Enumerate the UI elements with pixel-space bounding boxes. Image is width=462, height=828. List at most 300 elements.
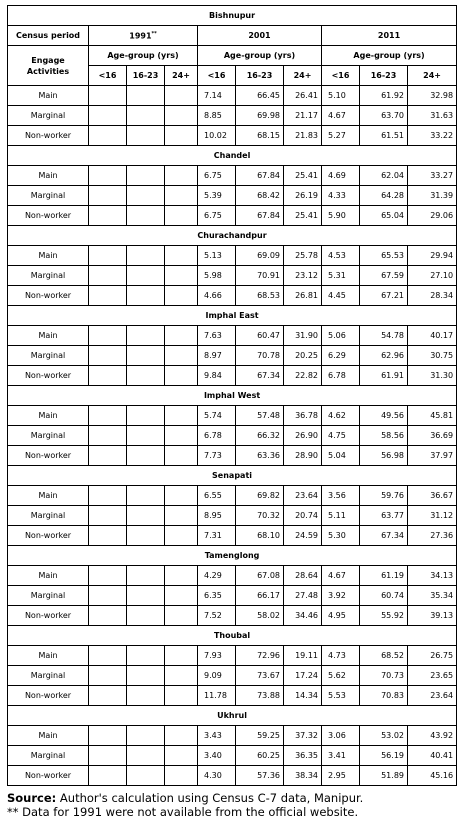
activity-label: Non-worker — [8, 606, 89, 626]
value-cell-y2011: 39.13 — [408, 606, 457, 626]
value-cell-y2001: 72.96 — [236, 646, 284, 666]
empty-1991-cell — [89, 766, 127, 786]
value-cell-y2001: 19.11 — [284, 646, 322, 666]
value-cell-y2011: 62.04 — [360, 166, 408, 186]
value-cell-y2011: 61.19 — [360, 566, 408, 586]
value-cell-y2011: 29.06 — [408, 206, 457, 226]
value-cell-y2001: 7.63 — [198, 326, 236, 346]
value-cell-y2011: 29.94 — [408, 246, 457, 266]
activity-label: Non-worker — [8, 366, 89, 386]
value-cell-y2001: 67.34 — [236, 366, 284, 386]
value-cell-y2001: 38.34 — [284, 766, 322, 786]
value-cell-y2001: 34.46 — [284, 606, 322, 626]
empty-1991-cell — [127, 366, 165, 386]
empty-1991-cell — [165, 206, 198, 226]
value-cell-y2001: 20.25 — [284, 346, 322, 366]
value-cell-y2011: 40.17 — [408, 326, 457, 346]
value-cell-y2011: 61.51 — [360, 126, 408, 146]
value-cell-y2011: 32.98 — [408, 86, 457, 106]
district-title-row — [8, 306, 457, 326]
value-cell-y2011: 4.62 — [322, 406, 360, 426]
value-cell-y2001: 4.30 — [198, 766, 236, 786]
table-row — [8, 206, 457, 226]
value-cell-y2011: 70.83 — [360, 686, 408, 706]
activity-label: Marginal — [8, 586, 89, 606]
empty-1991-cell — [89, 166, 127, 186]
value-cell-y2011: 62.96 — [360, 346, 408, 366]
value-cell-y2011: 33.22 — [408, 126, 457, 146]
empty-1991-cell — [127, 746, 165, 766]
value-cell-y2001: 5.74 — [198, 406, 236, 426]
value-cell-y2001: 7.31 — [198, 526, 236, 546]
district-title-row — [8, 546, 457, 566]
empty-1991-cell — [165, 166, 198, 186]
empty-1991-cell — [165, 106, 198, 126]
table-row — [8, 366, 457, 386]
empty-1991-cell — [127, 126, 165, 146]
value-cell-y2001: 28.64 — [284, 566, 322, 586]
age-band-2001-16-23: 16-23 — [236, 66, 284, 86]
value-cell-y2001: 22.82 — [284, 366, 322, 386]
district-title-row — [8, 626, 457, 646]
value-cell-y2001: 23.12 — [284, 266, 322, 286]
empty-1991-cell — [165, 486, 198, 506]
activity-label: Non-worker — [8, 686, 89, 706]
value-cell-y2011: 4.75 — [322, 426, 360, 446]
value-cell-y2011: 3.06 — [322, 726, 360, 746]
value-cell-y2011: 30.75 — [408, 346, 457, 366]
value-cell-y2011: 4.67 — [322, 566, 360, 586]
value-cell-y2001: 21.17 — [284, 106, 322, 126]
value-cell-y2001: 11.78 — [198, 686, 236, 706]
value-cell-y2001: 23.64 — [284, 486, 322, 506]
empty-1991-cell — [127, 686, 165, 706]
value-cell-y2001: 26.19 — [284, 186, 322, 206]
empty-1991-cell — [89, 746, 127, 766]
empty-1991-cell — [89, 486, 127, 506]
district-title: Bishnupur — [8, 6, 457, 26]
value-cell-y2011: 2.95 — [322, 766, 360, 786]
value-cell-y2001: 5.39 — [198, 186, 236, 206]
value-cell-y2011: 54.78 — [360, 326, 408, 346]
empty-1991-cell — [89, 266, 127, 286]
district-title: Imphal West — [8, 386, 457, 406]
empty-1991-cell — [89, 186, 127, 206]
table-row — [8, 686, 457, 706]
empty-1991-cell — [165, 186, 198, 206]
activity-label: Main — [8, 326, 89, 346]
activity-label: Marginal — [8, 106, 89, 126]
activity-label: Main — [8, 86, 89, 106]
value-cell-y2001: 25.41 — [284, 206, 322, 226]
value-cell-y2011: 67.34 — [360, 526, 408, 546]
value-cell-y2001: 8.95 — [198, 506, 236, 526]
empty-1991-cell — [89, 726, 127, 746]
table-row — [8, 606, 457, 626]
district-title: Chandel — [8, 146, 457, 166]
table-row — [8, 86, 457, 106]
age-group-header-row — [8, 46, 457, 66]
empty-1991-cell — [165, 326, 198, 346]
value-cell-y2001: 25.78 — [284, 246, 322, 266]
value-cell-y2011: 28.34 — [408, 286, 457, 306]
empty-1991-cell — [89, 666, 127, 686]
empty-1991-cell — [127, 766, 165, 786]
table-row — [8, 186, 457, 206]
table-row — [8, 326, 457, 346]
table-row — [8, 406, 457, 426]
value-cell-y2001: 31.90 — [284, 326, 322, 346]
empty-1991-cell — [127, 206, 165, 226]
activity-label: Marginal — [8, 746, 89, 766]
value-cell-y2001: 67.84 — [236, 206, 284, 226]
activity-label: Main — [8, 486, 89, 506]
value-cell-y2001: 66.17 — [236, 586, 284, 606]
value-cell-y2011: 4.73 — [322, 646, 360, 666]
activity-label: Non-worker — [8, 286, 89, 306]
value-cell-y2001: 6.55 — [198, 486, 236, 506]
value-cell-y2001: 7.73 — [198, 446, 236, 466]
table-row — [8, 106, 457, 126]
value-cell-y2001: 60.25 — [236, 746, 284, 766]
value-cell-y2001: 37.32 — [284, 726, 322, 746]
value-cell-y2011: 45.81 — [408, 406, 457, 426]
value-cell-y2001: 68.15 — [236, 126, 284, 146]
activity-label: Marginal — [8, 666, 89, 686]
value-cell-y2011: 3.41 — [322, 746, 360, 766]
district-title: Thoubal — [8, 626, 457, 646]
value-cell-y2001: 4.66 — [198, 286, 236, 306]
value-cell-y2011: 5.27 — [322, 126, 360, 146]
value-cell-y2001: 21.83 — [284, 126, 322, 146]
value-cell-y2001: 17.24 — [284, 666, 322, 686]
empty-1991-cell — [127, 166, 165, 186]
footnote-1991: ** Data for 1991 were not available from the official website. — [7, 805, 359, 819]
value-cell-y2001: 5.13 — [198, 246, 236, 266]
district-title-row — [8, 6, 457, 26]
value-cell-y2011: 65.04 — [360, 206, 408, 226]
value-cell-y2011: 37.97 — [408, 446, 457, 466]
value-cell-y2001: 9.09 — [198, 666, 236, 686]
value-cell-y2001: 8.97 — [198, 346, 236, 366]
empty-1991-cell — [127, 346, 165, 366]
year-2001-header: 2001 — [198, 26, 322, 46]
empty-1991-cell — [127, 186, 165, 206]
empty-1991-cell — [89, 86, 127, 106]
empty-1991-cell — [127, 506, 165, 526]
empty-1991-cell — [165, 426, 198, 446]
value-cell-y2011: 27.10 — [408, 266, 457, 286]
activity-label: Main — [8, 166, 89, 186]
table-row — [8, 166, 457, 186]
value-cell-y2001: 58.02 — [236, 606, 284, 626]
empty-1991-cell — [127, 266, 165, 286]
value-cell-y2001: 66.45 — [236, 86, 284, 106]
district-title-row — [8, 706, 457, 726]
district-title: Tamenglong — [8, 546, 457, 566]
value-cell-y2001: 36.35 — [284, 746, 322, 766]
activity-label: Marginal — [8, 426, 89, 446]
value-cell-y2001: 73.67 — [236, 666, 284, 686]
empty-1991-cell — [89, 406, 127, 426]
empty-1991-cell — [89, 106, 127, 126]
source-label: Source: — [7, 791, 57, 805]
activity-label: Non-worker — [8, 446, 89, 466]
value-cell-y2011: 31.30 — [408, 366, 457, 386]
value-cell-y2001: 8.85 — [198, 106, 236, 126]
activity-label: Non-worker — [8, 206, 89, 226]
value-cell-y2001: 6.75 — [198, 166, 236, 186]
value-cell-y2011: 63.77 — [360, 506, 408, 526]
value-cell-y2011: 4.69 — [322, 166, 360, 186]
table-row — [8, 286, 457, 306]
age-band-1991-16-23: 16-23 — [127, 66, 165, 86]
empty-1991-cell — [127, 726, 165, 746]
district-title-row — [8, 226, 457, 246]
activity-label: Marginal — [8, 266, 89, 286]
empty-1991-cell — [165, 746, 198, 766]
value-cell-y2011: 3.56 — [322, 486, 360, 506]
value-cell-y2011: 4.33 — [322, 186, 360, 206]
empty-1991-cell — [127, 246, 165, 266]
value-cell-y2011: 26.75 — [408, 646, 457, 666]
value-cell-y2011: 58.56 — [360, 426, 408, 446]
empty-1991-cell — [89, 286, 127, 306]
value-cell-y2001: 6.35 — [198, 586, 236, 606]
activity-label: Main — [8, 726, 89, 746]
activity-label: Marginal — [8, 186, 89, 206]
empty-1991-cell — [165, 726, 198, 746]
empty-1991-cell — [165, 566, 198, 586]
value-cell-y2001: 59.25 — [236, 726, 284, 746]
value-cell-y2011: 43.92 — [408, 726, 457, 746]
empty-1991-cell — [165, 586, 198, 606]
value-cell-y2011: 5.30 — [322, 526, 360, 546]
district-title-row — [8, 386, 457, 406]
value-cell-y2011: 23.64 — [408, 686, 457, 706]
value-cell-y2001: 66.32 — [236, 426, 284, 446]
value-cell-y2011: 64.28 — [360, 186, 408, 206]
table-row — [8, 126, 457, 146]
age-band-1991-under16: <16 — [89, 66, 127, 86]
empty-1991-cell — [89, 126, 127, 146]
value-cell-y2001: 6.75 — [198, 206, 236, 226]
age-group-2001-label: Age-group (yrs) — [198, 46, 322, 66]
value-cell-y2011: 51.89 — [360, 766, 408, 786]
value-cell-y2011: 5.04 — [322, 446, 360, 466]
empty-1991-cell — [165, 366, 198, 386]
empty-1991-cell — [89, 326, 127, 346]
value-cell-y2011: 4.95 — [322, 606, 360, 626]
source-text: Author's calculation using Census C-7 data, Manipur. — [56, 791, 364, 805]
empty-1991-cell — [89, 566, 127, 586]
value-cell-y2011: 34.13 — [408, 566, 457, 586]
empty-1991-cell — [89, 366, 127, 386]
value-cell-y2011: 59.76 — [360, 486, 408, 506]
empty-1991-cell — [127, 106, 165, 126]
value-cell-y2001: 25.41 — [284, 166, 322, 186]
value-cell-y2011: 40.41 — [408, 746, 457, 766]
age-band-2011-16-23: 16-23 — [360, 66, 408, 86]
value-cell-y2001: 27.48 — [284, 586, 322, 606]
value-cell-y2001: 70.78 — [236, 346, 284, 366]
value-cell-y2011: 31.39 — [408, 186, 457, 206]
value-cell-y2001: 28.90 — [284, 446, 322, 466]
value-cell-y2001: 68.10 — [236, 526, 284, 546]
district-title-row — [8, 146, 457, 166]
value-cell-y2001: 57.48 — [236, 406, 284, 426]
value-cell-y2001: 69.09 — [236, 246, 284, 266]
value-cell-y2001: 70.32 — [236, 506, 284, 526]
value-cell-y2001: 7.93 — [198, 646, 236, 666]
activity-label: Marginal — [8, 506, 89, 526]
empty-1991-cell — [165, 246, 198, 266]
table-row — [8, 486, 457, 506]
value-cell-y2001: 14.34 — [284, 686, 322, 706]
value-cell-y2001: 68.53 — [236, 286, 284, 306]
empty-1991-cell — [89, 506, 127, 526]
value-cell-y2011: 4.45 — [322, 286, 360, 306]
value-cell-y2011: 36.67 — [408, 486, 457, 506]
value-cell-y2001: 67.84 — [236, 166, 284, 186]
empty-1991-cell — [165, 406, 198, 426]
value-cell-y2001: 60.47 — [236, 326, 284, 346]
value-cell-y2011: 35.34 — [408, 586, 457, 606]
empty-1991-cell — [89, 246, 127, 266]
value-cell-y2001: 5.98 — [198, 266, 236, 286]
age-band-2011-24plus: 24+ — [408, 66, 457, 86]
empty-1991-cell — [127, 606, 165, 626]
empty-1991-cell — [89, 686, 127, 706]
value-cell-y2001: 20.74 — [284, 506, 322, 526]
value-cell-y2011: 61.92 — [360, 86, 408, 106]
empty-1991-cell — [89, 526, 127, 546]
empty-1991-cell — [165, 686, 198, 706]
year-2011-header: 2011 — [322, 26, 457, 46]
value-cell-y2001: 3.40 — [198, 746, 236, 766]
value-cell-y2011: 67.21 — [360, 286, 408, 306]
table-row — [8, 346, 457, 366]
value-cell-y2001: 26.41 — [284, 86, 322, 106]
value-cell-y2011: 3.92 — [322, 586, 360, 606]
value-cell-y2011: 53.02 — [360, 726, 408, 746]
activity-label: Marginal — [8, 346, 89, 366]
empty-1991-cell — [127, 646, 165, 666]
year-1991-header — [89, 26, 198, 46]
empty-1991-cell — [127, 666, 165, 686]
value-cell-y2011: 5.62 — [322, 666, 360, 686]
value-cell-y2001: 7.14 — [198, 86, 236, 106]
activity-label: Main — [8, 246, 89, 266]
year-1991-footnote-mark: ** — [151, 30, 157, 37]
empty-1991-cell — [165, 766, 198, 786]
value-cell-y2001: 6.78 — [198, 426, 236, 446]
value-cell-y2011: 63.70 — [360, 106, 408, 126]
value-cell-y2011: 6.29 — [322, 346, 360, 366]
value-cell-y2011: 56.98 — [360, 446, 408, 466]
value-cell-y2001: 10.02 — [198, 126, 236, 146]
empty-1991-cell — [165, 506, 198, 526]
value-cell-y2001: 68.42 — [236, 186, 284, 206]
value-cell-y2011: 45.16 — [408, 766, 457, 786]
district-title-row — [8, 466, 457, 486]
district-title: Senapati — [8, 466, 457, 486]
value-cell-y2011: 65.53 — [360, 246, 408, 266]
table-row — [8, 426, 457, 446]
empty-1991-cell — [127, 526, 165, 546]
activity-label: Non-worker — [8, 126, 89, 146]
age-band-2011-under16: <16 — [322, 66, 360, 86]
value-cell-y2011: 27.36 — [408, 526, 457, 546]
empty-1991-cell — [165, 86, 198, 106]
value-cell-y2001: 26.90 — [284, 426, 322, 446]
table-row — [8, 266, 457, 286]
empty-1991-cell — [165, 266, 198, 286]
table-row — [8, 526, 457, 546]
value-cell-y2011: 6.78 — [322, 366, 360, 386]
empty-1991-cell — [89, 346, 127, 366]
activity-label: Non-worker — [8, 526, 89, 546]
year-1991-label: 1991 — [129, 31, 152, 41]
district-title: Ukhrul — [8, 706, 457, 726]
value-cell-y2001: 24.59 — [284, 526, 322, 546]
value-cell-y2011: 5.11 — [322, 506, 360, 526]
age-group-1991-label: Age-group (yrs) — [89, 46, 198, 66]
value-cell-y2011: 31.12 — [408, 506, 457, 526]
value-cell-y2011: 5.90 — [322, 206, 360, 226]
table-row — [8, 246, 457, 266]
value-cell-y2011: 55.92 — [360, 606, 408, 626]
value-cell-y2001: 3.43 — [198, 726, 236, 746]
table-row — [8, 506, 457, 526]
empty-1991-cell — [165, 126, 198, 146]
value-cell-y2011: 4.53 — [322, 246, 360, 266]
empty-1991-cell — [165, 606, 198, 626]
year-header-row — [8, 26, 457, 46]
table-row — [8, 646, 457, 666]
value-cell-y2011: 4.67 — [322, 106, 360, 126]
empty-1991-cell — [127, 446, 165, 466]
value-cell-y2011: 60.74 — [360, 586, 408, 606]
empty-1991-cell — [127, 86, 165, 106]
value-cell-y2011: 68.52 — [360, 646, 408, 666]
empty-1991-cell — [89, 426, 127, 446]
table-row — [8, 726, 457, 746]
value-cell-y2001: 57.36 — [236, 766, 284, 786]
table-notes — [7, 791, 363, 819]
table-row — [8, 586, 457, 606]
empty-1991-cell — [127, 426, 165, 446]
empty-1991-cell — [89, 586, 127, 606]
district-title: Imphal East — [8, 306, 457, 326]
empty-1991-cell — [89, 446, 127, 466]
census-period-label: Census period — [8, 26, 89, 46]
value-cell-y2001: 26.81 — [284, 286, 322, 306]
empty-1991-cell — [89, 646, 127, 666]
value-cell-y2011: 36.69 — [408, 426, 457, 446]
age-group-2011-label: Age-group (yrs) — [322, 46, 457, 66]
value-cell-y2011: 5.06 — [322, 326, 360, 346]
value-cell-y2011: 67.59 — [360, 266, 408, 286]
table-row — [8, 666, 457, 686]
value-cell-y2011: 5.31 — [322, 266, 360, 286]
activity-label: Main — [8, 406, 89, 426]
empty-1991-cell — [127, 286, 165, 306]
value-cell-y2001: 69.98 — [236, 106, 284, 126]
empty-1991-cell — [127, 566, 165, 586]
empty-1991-cell — [165, 526, 198, 546]
age-band-2001-under16: <16 — [198, 66, 236, 86]
